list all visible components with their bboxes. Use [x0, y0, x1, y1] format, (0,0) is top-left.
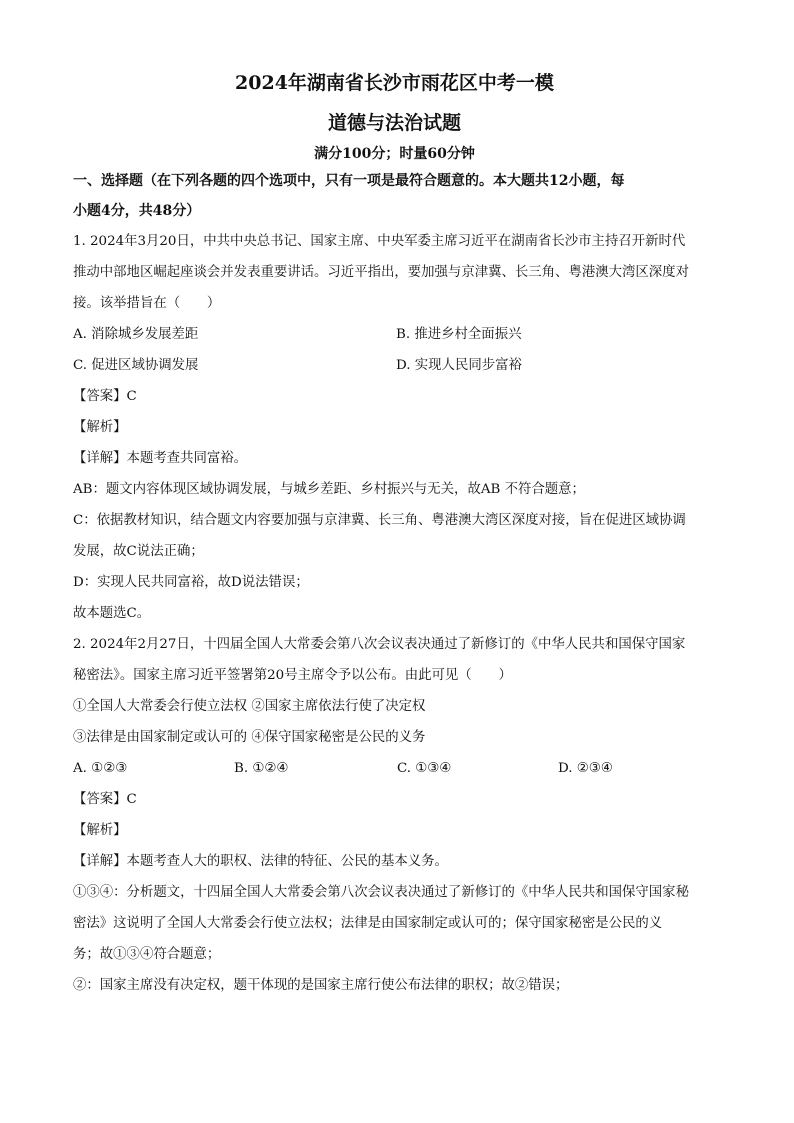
question-2-options-row [73, 753, 716, 784]
question-2-explanation-1b: 密法》这说明了全国人大常委会行使立法权；法律是由国家制定或认可的；保守国家秘密是公民的义 [73, 916, 663, 931]
section-heading [73, 166, 716, 226]
question-1-options-row-2 [73, 350, 716, 381]
question-1-option-d: D. 实现人民同步富裕 [396, 358, 522, 373]
score-info: 满分100分；时量60分钟 [314, 146, 475, 162]
question-2-stem-line-1: 2. 2024年2月27日，十四届全国人大常委会第八次会议表决通过了新修订的《中华人民共和国保守国家 [73, 637, 686, 652]
question-1-analysis-label: 【解析】 [73, 420, 127, 435]
question-1-explanation-3: D：实现人民共同富裕，故D说法错误； [73, 575, 309, 590]
question-2-stem-line-2: 秘密法》。国家主席习近平签署第20号主席令予以公布。由此可见（ ） [73, 668, 512, 683]
question-1 [73, 226, 716, 629]
question-2-statements-2: ③法律是由国家制定或认可的 ④保守国家秘密是公民的义务 [73, 730, 426, 745]
question-2-detail: 【详解】本题考查人大的职权、法律的特征、公民的基本义务。 [73, 854, 448, 869]
exam-subject-title: 道德与法治试题 [327, 112, 461, 134]
question-1-stem-line-1: 1. 2024年3月20日，中共中央总书记、国家主席、中央军委主席习近平在湖南省长沙市主持召开新时代 [73, 234, 686, 249]
question-1-option-b: B. 推进乡村全面振兴 [396, 327, 522, 342]
question-2-option-b: B. ①②④ [234, 761, 289, 776]
question-1-detail: 【详解】本题考查共同富裕。 [73, 451, 248, 466]
exam-title: 2024年湖南省长沙市雨花区中考一模 [235, 72, 554, 94]
question-1-explanation-1: AB：题文内容体现区域协调发展，与城乡差距、乡村振兴与无关，故AB 不符合题意； [73, 482, 585, 497]
section-heading-line-1: 一、选择题（在下列各题的四个选项中，只有一项是最符合题意的。本大题共12小题，每 [73, 173, 625, 189]
question-1-stem-line-3: 接。该举措旨在（ ） [73, 296, 221, 311]
question-2-option-d: D. ②③④ [558, 761, 613, 776]
question-2 [73, 629, 716, 1001]
question-1-answer: 【答案】C [73, 389, 137, 404]
question-1-explanation-2a: C：依据教材知识，结合题文内容要加强与京津冀、长三角、粤港澳大湾区深度对接，旨在促进区域协调 [73, 513, 686, 528]
section-heading-line-2: 小题4分，共48分） [73, 203, 201, 219]
question-2-explanation-1a: ①③④：分析题文，十四届全国人大常委会第八次会议表决通过了新修订的《中华人民共和国保守国家秘 [73, 885, 689, 900]
question-1-options-row-1 [73, 319, 716, 350]
question-2-option-c: C. ①③④ [397, 761, 452, 776]
question-1-conclusion: 故本题选C。 [73, 606, 151, 621]
question-2-analysis-label: 【解析】 [73, 823, 127, 838]
question-2-option-a: A. ①②③ [73, 761, 128, 776]
question-1-option-c: C. 促进区域协调发展 [73, 358, 199, 373]
question-2-explanation-2: ②：国家主席没有决定权，题干体现的是国家主席行使公布法律的职权；故②错误； [73, 978, 569, 993]
question-2-statements-1: ①全国人大常委会行使立法权 ②国家主席依法行使了决定权 [73, 699, 426, 714]
question-1-stem-line-2: 推动中部地区崛起座谈会并发表重要讲话。习近平指出，要加强与京津冀、长三角、粤港澳大湾区深度对 [73, 265, 689, 280]
question-2-answer: 【答案】C [73, 792, 137, 807]
question-1-explanation-2b: 发展，故C说法正确； [73, 544, 204, 559]
question-2-explanation-1c: 务；故①③④符合题意； [73, 947, 221, 962]
question-1-option-a: A. 消除城乡发展差距 [73, 327, 199, 342]
